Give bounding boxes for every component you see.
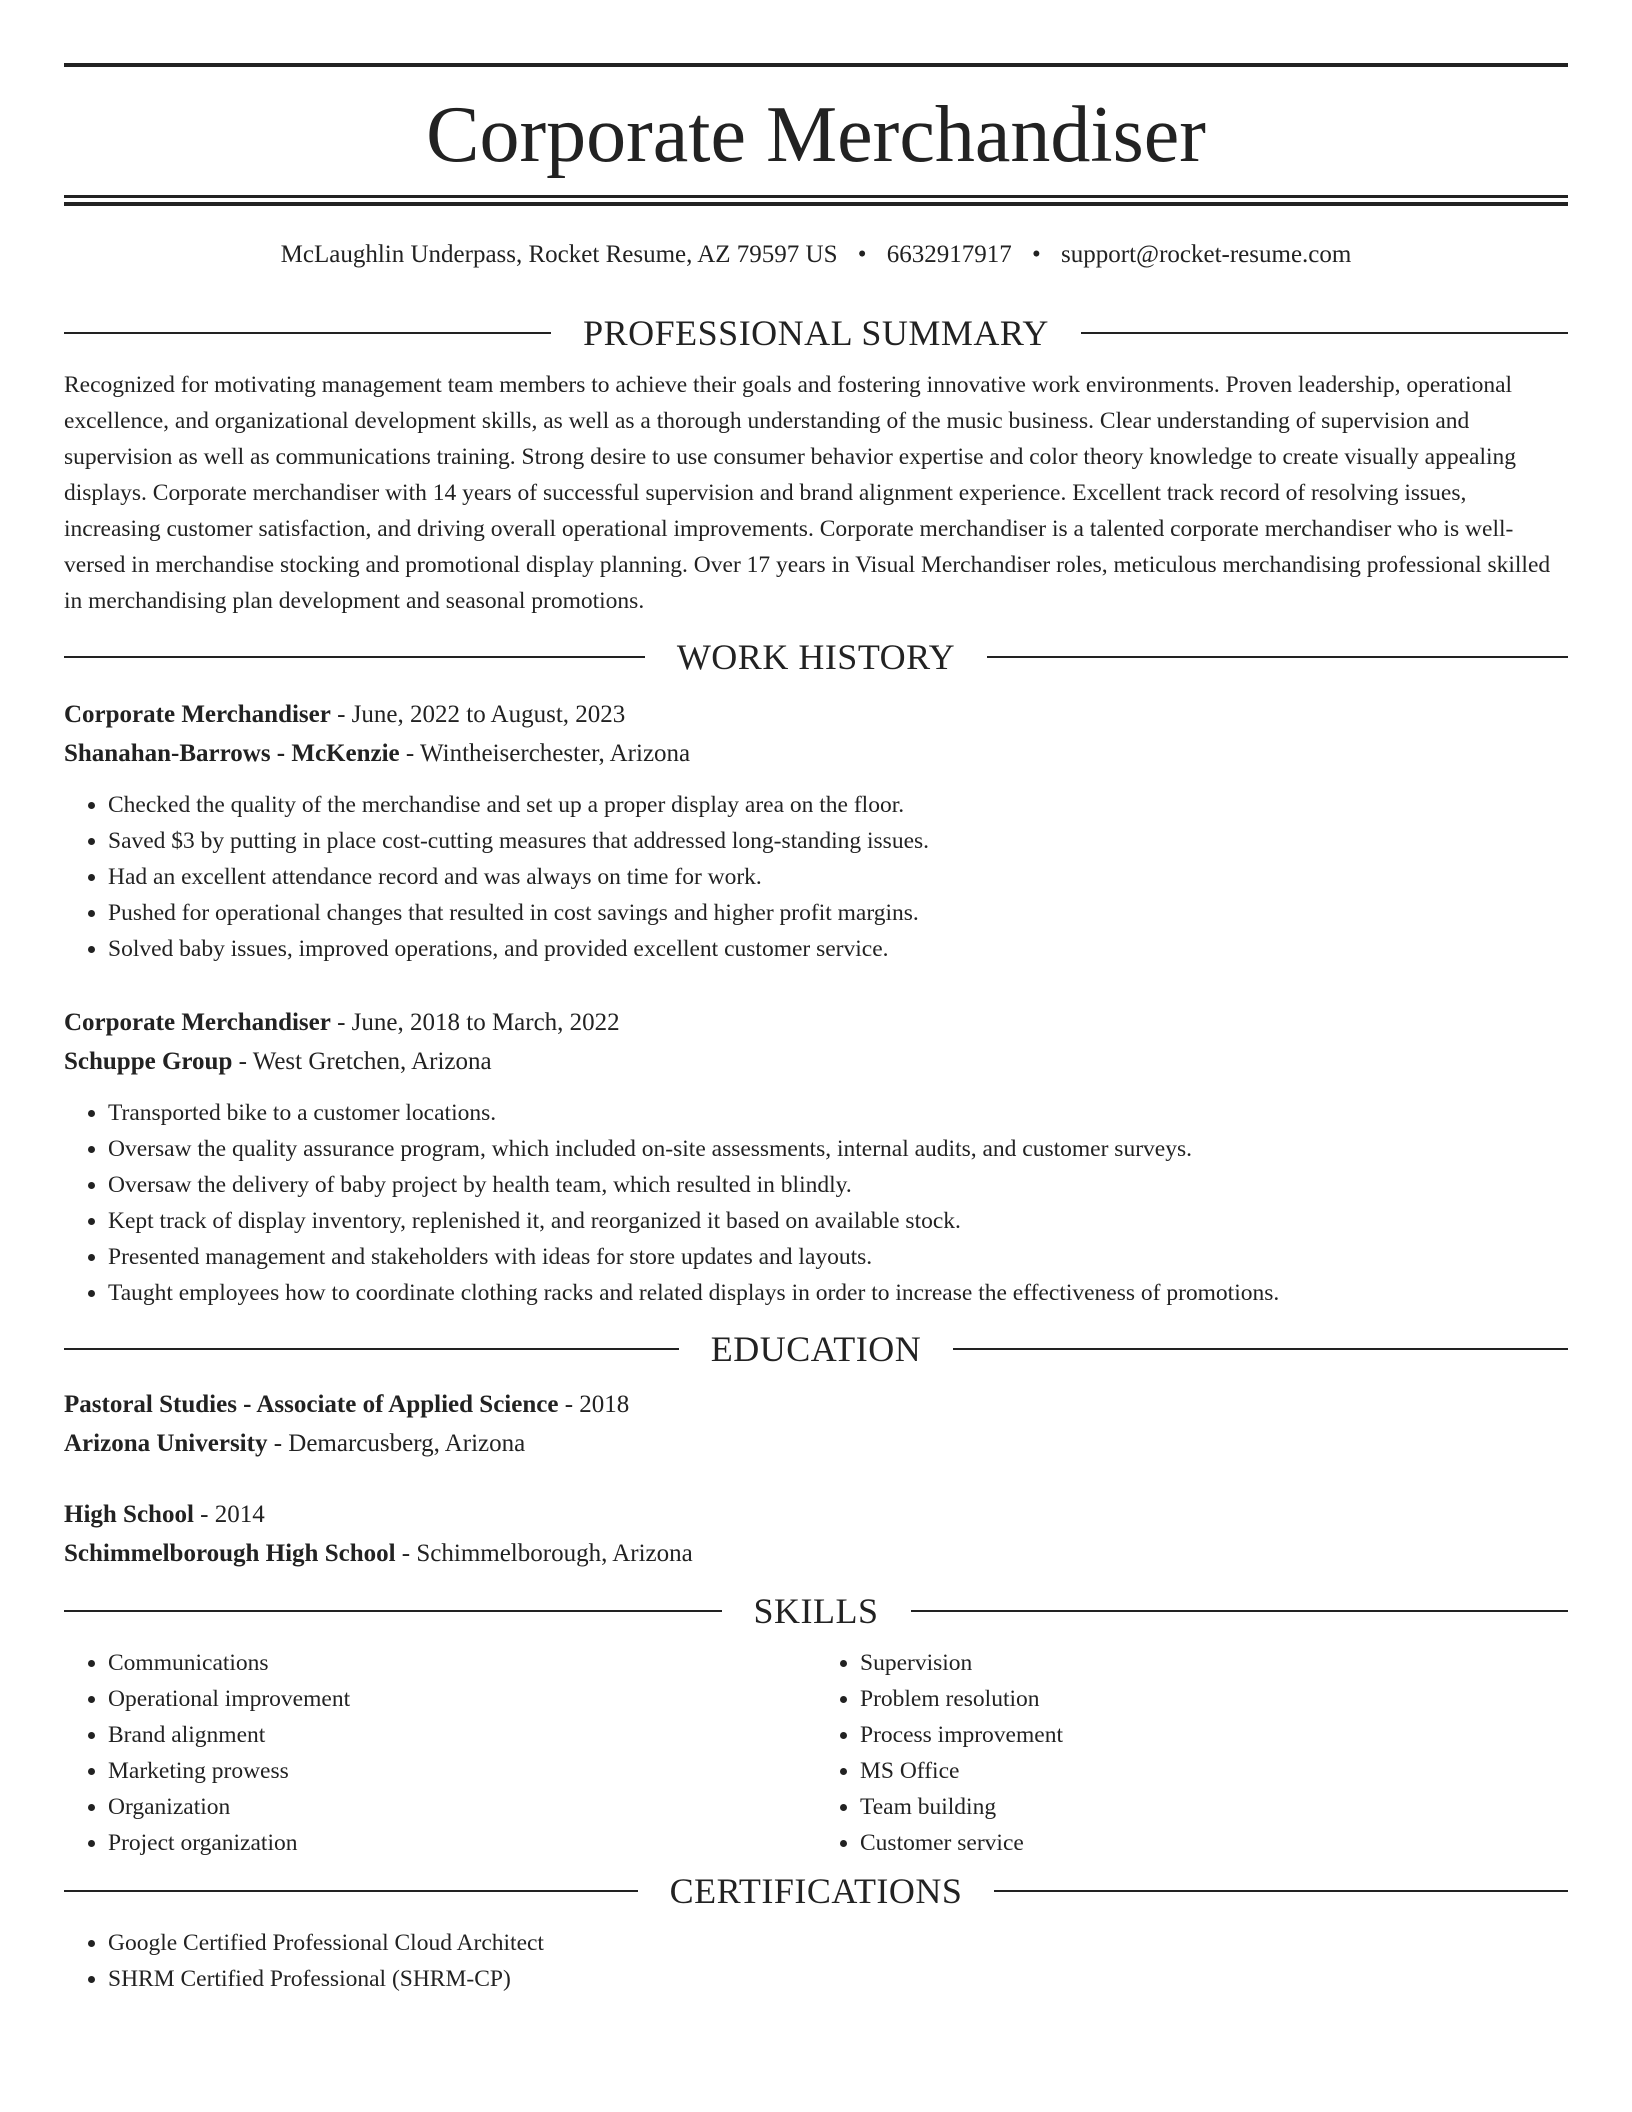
section-rule-left xyxy=(64,1610,722,1612)
list-item: • Customer service xyxy=(860,1825,1568,1861)
job-entry xyxy=(64,695,1568,967)
section-title: SKILLS xyxy=(753,1591,879,1631)
contact-address: McLaughlin Underpass, Rocket Resume, AZ 79597 US xyxy=(280,241,838,268)
section-header-skills xyxy=(64,1587,1568,1635)
skills-grid xyxy=(64,1645,1568,1861)
school-location: - Demarcusberg, Arizona xyxy=(267,1430,526,1457)
list-item: • Kept track of display inventory, replenished it, and reorganized it based on available stock. xyxy=(108,1203,1568,1239)
job-location: - Wintheiserchester, Arizona xyxy=(399,740,691,767)
section-title: WORK HISTORY xyxy=(676,637,956,677)
section-header-certifications xyxy=(64,1867,1568,1915)
resume-content xyxy=(64,63,1568,1997)
job-bullets xyxy=(64,787,1568,967)
skills-column-left xyxy=(64,1645,816,1861)
name-double-rule xyxy=(64,195,1568,206)
school: Arizona University xyxy=(64,1430,268,1457)
school-line xyxy=(64,1424,1568,1463)
list-item: • SHRM Certified Professional (SHRM-CP) xyxy=(108,1961,1568,1997)
job-title-line xyxy=(64,695,1568,734)
section-rule-right xyxy=(953,1348,1568,1350)
job-company-line xyxy=(64,734,1568,773)
list-item: • Communications xyxy=(108,1645,816,1681)
list-item: • Project organization xyxy=(108,1825,816,1861)
list-item: • Pushed for operational changes that resulted in cost savings and higher profit margins. xyxy=(108,895,1568,931)
list-item: • Taught employees how to coordinate clothing racks and related displays in order to increase the effectiveness of promotions. xyxy=(108,1275,1568,1311)
section-rule-right xyxy=(1081,332,1568,334)
contact-phone: 6632917917 xyxy=(886,241,1012,268)
contact-separator: • xyxy=(1032,241,1041,268)
degree-line xyxy=(64,1495,1568,1534)
job-bullets xyxy=(64,1095,1568,1311)
spacer xyxy=(64,1311,1568,1325)
job-title: Corporate Merchandiser xyxy=(64,701,331,728)
school-line xyxy=(64,1534,1568,1573)
degree-year: - 2018 xyxy=(558,1391,630,1418)
list-item: • Solved baby issues, improved operations, and provided excellent customer service. xyxy=(108,931,1568,967)
section-header-summary xyxy=(64,309,1568,357)
school: Schimmelborough High School xyxy=(64,1540,396,1567)
section-title: CERTIFICATIONS xyxy=(669,1871,963,1911)
contact-separator: • xyxy=(857,241,867,268)
section-title: EDUCATION xyxy=(710,1329,922,1369)
contact-email[interactable]: support@rocket-resume.com xyxy=(1061,241,1352,268)
list-item: • Transported bike to a customer locations. xyxy=(108,1095,1568,1131)
job-company: Schuppe Group xyxy=(64,1048,233,1075)
section-header-education xyxy=(64,1325,1568,1373)
job-dates: - June, 2022 to August, 2023 xyxy=(330,701,626,728)
degree: Pastoral Studies - Associate of Applied Science xyxy=(64,1391,559,1418)
job-dates: - June, 2018 to March, 2022 xyxy=(330,1009,620,1036)
section-rule-right xyxy=(994,1890,1568,1892)
summary-text: Recognized for motivating management team members to achieve their goals and fostering innovative work environments. Proven leadership, operational excellence, and organizational development skills, as well as a thorough understanding of the music business. Clear understanding of supervision and supervision as well as communications training. Strong desire to use consumer behavior expertise and color theory knowledge to create visually appealing displays. Corporate merchandiser with 14 years of successful supervision and brand alignment experience. Excellent track record of resolving issues, increasing customer satisfaction, and driving overall operational improvements. Corporate merchandiser is a talented corporate merchandiser who is well-versed in merchandise stocking and promotional display planning. Over 17 years in Visual Merchandiser roles, meticulous merchandising professional skilled in merchandising plan development and seasonal promotions. xyxy=(64,372,1551,614)
section-header-work-history xyxy=(64,633,1568,681)
certifications-list xyxy=(64,1925,1568,1997)
spacer xyxy=(64,1573,1568,1587)
job-location: - West Gretchen, Arizona xyxy=(232,1048,492,1075)
list-item: • Team building xyxy=(860,1789,1568,1825)
list-item: • MS Office xyxy=(860,1753,1568,1789)
degree: High School xyxy=(64,1501,194,1528)
list-item: • Marketing prowess xyxy=(108,1753,816,1789)
job-title: Corporate Merchandiser xyxy=(64,1009,331,1036)
education-entry xyxy=(64,1385,1568,1463)
section-rule-right xyxy=(987,656,1568,658)
degree-line xyxy=(64,1385,1568,1424)
list-item: • Operational improvement xyxy=(108,1681,816,1717)
skills-column-right xyxy=(816,1645,1568,1861)
job-company: Shanahan-Barrows - McKenzie xyxy=(64,740,400,767)
list-item: • Presented management and stakeholders with ideas for store updates and layouts. xyxy=(108,1239,1568,1275)
list-item: • Supervision xyxy=(860,1645,1568,1681)
school-location: - Schimmelborough, Arizona xyxy=(395,1540,693,1567)
list-item: • Process improvement xyxy=(860,1717,1568,1753)
section-rule-left xyxy=(64,1890,638,1892)
section-title: PROFESSIONAL SUMMARY xyxy=(583,313,1049,353)
list-item: • Oversaw the quality assurance program, which included on-site assessments, internal audits, and customer surveys. xyxy=(108,1131,1568,1167)
education-entry xyxy=(64,1495,1568,1573)
section-rule-left xyxy=(64,1348,679,1350)
job-entry xyxy=(64,1003,1568,1311)
list-item: • Organization xyxy=(108,1789,816,1825)
section-rule-right xyxy=(911,1610,1569,1612)
list-item: • Saved $3 by putting in place cost-cutting measures that addressed long-standing issues. xyxy=(108,823,1568,859)
list-item: • Checked the quality of the merchandise and set up a proper display area on the floor. xyxy=(108,787,1568,823)
list-item: • Had an excellent attendance record and was always on time for work. xyxy=(108,859,1568,895)
section-rule-left xyxy=(64,656,645,658)
list-item: • Google Certified Professional Cloud Architect xyxy=(108,1925,1568,1961)
list-item: • Oversaw the delivery of baby project by health team, which resulted in blindly. xyxy=(108,1167,1568,1203)
job-company-line xyxy=(64,1042,1568,1081)
degree-year: - 2014 xyxy=(193,1501,265,1528)
list-item: • Brand alignment xyxy=(108,1717,816,1753)
section-rule-left xyxy=(64,332,551,334)
contact-line xyxy=(64,239,1568,271)
list-item: • Problem resolution xyxy=(860,1681,1568,1717)
job-title-line xyxy=(64,1003,1568,1042)
candidate-name: Corporate Merchandiser xyxy=(426,91,1206,179)
